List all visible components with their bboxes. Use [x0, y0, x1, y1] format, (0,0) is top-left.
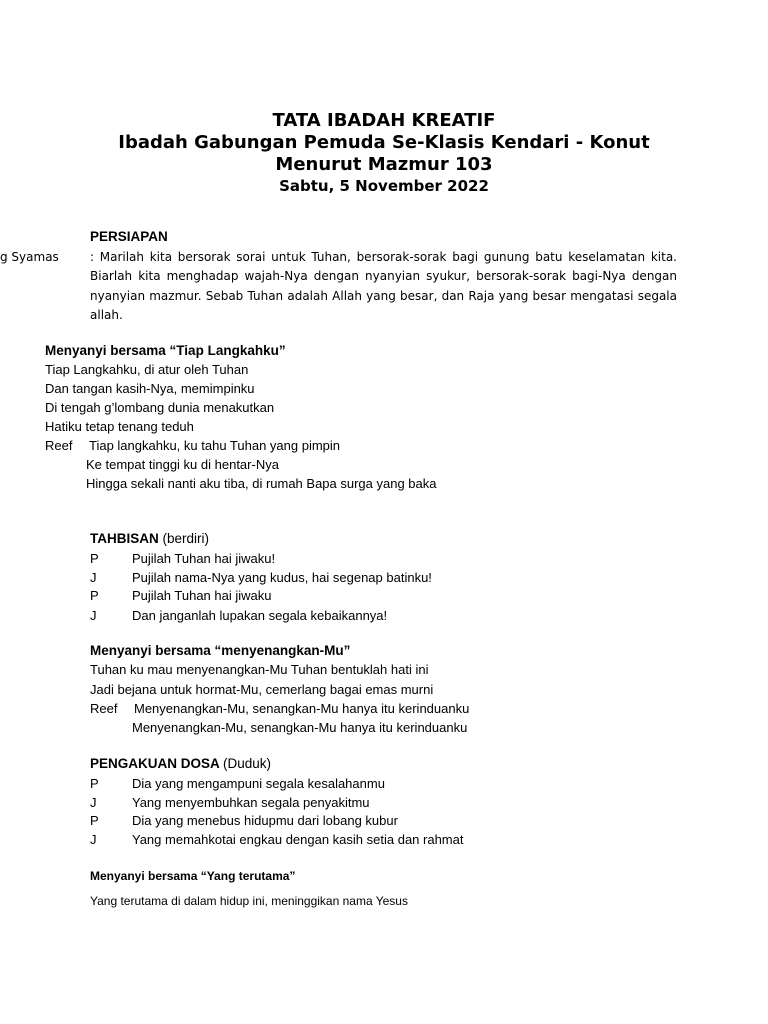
liturgy-role: J: [90, 795, 97, 810]
section-heading-pengakuan-dosa: [90, 754, 271, 773]
reef-line: Menyenangkan-Mu, senangkan-Mu hanya itu kerinduanku: [134, 701, 470, 716]
document-date: Sabtu, 5 November 2022: [279, 177, 489, 195]
liturgy-role: J: [90, 570, 97, 585]
song-heading-menyenangkan-mu: Menyanyi bersama “menyenangkan-Mu”: [90, 643, 351, 658]
liturgy-role: P: [90, 813, 99, 828]
song-heading-yang-terutama: Menyanyi bersama “Yang terutama”: [90, 869, 296, 883]
speaker-label: g Syamas: [0, 250, 59, 264]
document-theme: Menurut Mazmur 103: [275, 154, 493, 175]
liturgy-text: Pujilah Tuhan hai jiwaku!: [132, 551, 276, 566]
liturgy-text: Dia yang mengampuni segala kesalahanmu: [132, 776, 385, 791]
liturgy-text: Yang memahkotai engkau dengan kasih setia dan rahmat: [132, 832, 464, 847]
liturgy-text: Dan janganlah lupakan segala kebaikannya!: [132, 608, 388, 623]
liturgy-role: P: [90, 588, 99, 603]
lyric-line: Hatiku tetap tenang teduh: [45, 419, 194, 434]
song-heading-tiap-langkahku: Menyanyi bersama “Tiap Langkahku”: [45, 343, 286, 358]
title-block: [0, 110, 768, 196]
document-title: TATA IBADAH KREATIF: [272, 110, 496, 131]
persiapan-paragraph: : Marilah kita bersorak sorai untuk Tuhan, bersorak-sorak bagi gunung batu keselamatan kita. Biarlah kita menghadap wajah-Nya dengan nyanyian syukur, bersorak-sorak bagi-Nya dengan nyanyian mazmur. Sebab Tuhan adalah Allah yang besar, dan Raja yang besar mengatasi segala allah.: [90, 250, 677, 322]
reef-line: Hingga sekali nanti aku tiba, di rumah Bapa surga yang baka: [86, 476, 437, 491]
tahbisan-heading-text: TAHBISAN: [90, 531, 159, 546]
pengakuan-note: (Duduk): [223, 756, 272, 771]
reef-line: Ke tempat tinggi ku di hentar-Nya: [86, 457, 279, 472]
liturgy-text: Pujilah nama-Nya yang kudus, hai segenap batinku!: [132, 570, 432, 585]
lyric-line: Tuhan ku mau menyenangkan-Mu Tuhan bentuklah hati ini: [90, 662, 429, 677]
reef-line: Tiap langkahku, ku tahu Tuhan yang pimpin: [89, 438, 341, 453]
lyric-line: Yang terutama di dalam hidup ini, meninggikan nama Yesus: [90, 894, 408, 908]
liturgy-text: Pujilah Tuhan hai jiwaku: [132, 588, 272, 603]
lyric-line: Jadi bejana untuk hormat-Mu, cemerlang bagai emas murni: [90, 682, 434, 697]
tahbisan-note: (berdiri): [162, 531, 210, 546]
liturgy-text: Yang menyembuhkan segala penyakitmu: [132, 795, 370, 810]
section-heading-tahbisan: [90, 529, 209, 548]
lyric-line: Tiap Langkahku, di atur oleh Tuhan: [45, 362, 249, 377]
lyric-line: Dan tangan kasih-Nya, memimpinku: [45, 381, 255, 396]
document-subtitle: Ibadah Gabungan Pemuda Se-Klasis Kendari - Konut: [118, 132, 650, 153]
lyric-line: Di tengah g’lombang dunia menakutkan: [45, 400, 275, 415]
liturgy-role: J: [90, 832, 97, 847]
liturgy-role: P: [90, 776, 99, 791]
reef-label: Reef: [90, 701, 118, 716]
liturgy-role: P: [90, 551, 99, 566]
liturgy-text: Dia yang menebus hidupmu dari lobang kubur: [132, 813, 398, 828]
reef-line: Menyenangkan-Mu, senangkan-Mu hanya itu kerinduanku: [132, 720, 468, 735]
reef-label: Reef: [45, 438, 73, 453]
liturgy-role: J: [90, 608, 97, 623]
pengakuan-heading-text: PENGAKUAN DOSA: [90, 756, 220, 771]
section-heading-persiapan: PERSIAPAN: [90, 229, 168, 244]
